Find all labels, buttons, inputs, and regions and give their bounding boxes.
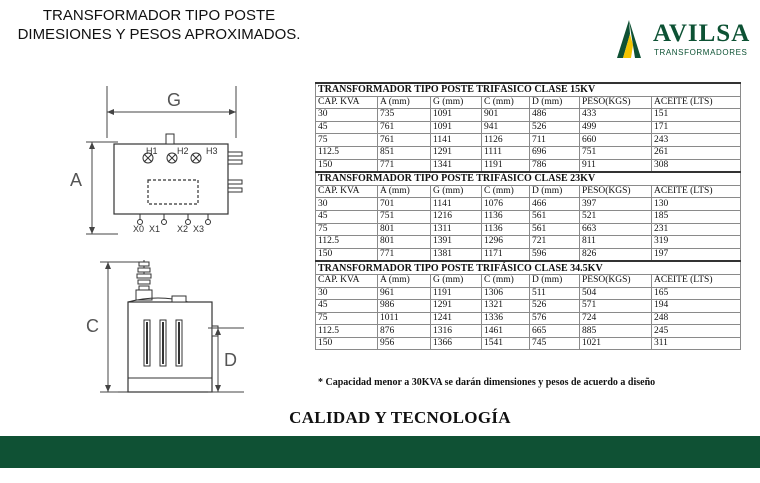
table-cell: 1141 xyxy=(431,134,482,147)
table-cell: 1126 xyxy=(482,134,530,147)
table-cell: 745 xyxy=(530,337,580,350)
table-cell: 30 xyxy=(316,109,378,122)
table-cell: C (mm) xyxy=(482,96,530,109)
table-cell: 761 xyxy=(378,121,431,134)
table-cell: 1021 xyxy=(580,337,652,350)
table-cell: 1306 xyxy=(482,287,530,300)
table-cell: G (mm) xyxy=(431,185,482,198)
table-cell: 956 xyxy=(378,337,431,350)
table-row xyxy=(316,210,741,223)
table-cell: 1011 xyxy=(378,312,431,325)
table-row xyxy=(316,134,741,147)
terminal-h3: H3 xyxy=(206,146,218,156)
table-cell: 75 xyxy=(316,134,378,147)
table-cell: 911 xyxy=(580,159,652,172)
table-cell: 261 xyxy=(652,146,741,159)
table-cell: 1291 xyxy=(431,146,482,159)
table-cell: 1241 xyxy=(431,312,482,325)
title-line-1: TRANSFORMADOR TIPO POSTE xyxy=(42,7,276,24)
table-cell: CAP. KVA xyxy=(316,274,378,287)
table-cell: ACEITE (LTS) xyxy=(652,185,741,198)
table-cell: 45 xyxy=(316,210,378,223)
table-cell: 724 xyxy=(580,312,652,325)
table-header-row xyxy=(316,96,741,109)
table-cell: 1341 xyxy=(431,159,482,172)
table-cell: 1076 xyxy=(482,198,530,211)
table-header-row xyxy=(316,185,741,198)
terminal-h2: H2 xyxy=(177,146,189,156)
table-cell: 308 xyxy=(652,159,741,172)
table-cell: 248 xyxy=(652,312,741,325)
table-cell: 561 xyxy=(530,210,580,223)
table-header-row xyxy=(316,274,741,287)
table-row xyxy=(316,248,741,261)
table-cell: 1321 xyxy=(482,300,530,313)
table-row xyxy=(316,223,741,236)
table-cell: 112.5 xyxy=(316,236,378,249)
table-cell: 171 xyxy=(652,121,741,134)
table-cell: 194 xyxy=(652,300,741,313)
terminal-x3: X3 xyxy=(193,224,205,234)
table-cell: CAP. KVA xyxy=(316,185,378,198)
table-cell: 75 xyxy=(316,312,378,325)
transformer-drawing xyxy=(58,82,308,400)
table-cell: 701 xyxy=(378,198,431,211)
title-line-2: DIMESIONES Y PESOS APROXIMADOS. xyxy=(17,26,301,43)
table-cell: 1316 xyxy=(431,325,482,338)
table-cell: 30 xyxy=(316,198,378,211)
table-cell: 751 xyxy=(378,210,431,223)
transformer-top-view xyxy=(114,134,242,234)
table-cell: D (mm) xyxy=(530,96,580,109)
table-cell: G (mm) xyxy=(431,274,482,287)
table-cell: 75 xyxy=(316,223,378,236)
dimension-g xyxy=(107,86,236,138)
table-cell: 771 xyxy=(378,159,431,172)
table-cell: 1136 xyxy=(482,210,530,223)
table-cell: 876 xyxy=(378,325,431,338)
table-cell: 521 xyxy=(580,210,652,223)
footer-bar xyxy=(0,436,760,468)
dimension-a xyxy=(70,142,118,234)
table-row xyxy=(316,121,741,134)
table-cell: 786 xyxy=(530,159,580,172)
table-cell: 596 xyxy=(530,248,580,261)
table-cell: 1191 xyxy=(431,287,482,300)
table-cell: 571 xyxy=(580,300,652,313)
table-cell: 665 xyxy=(530,325,580,338)
table-cell: 1141 xyxy=(431,198,482,211)
spec-table xyxy=(315,82,741,350)
table-cell: 1136 xyxy=(482,223,530,236)
table-cell: 1541 xyxy=(482,337,530,350)
page-title xyxy=(14,6,304,44)
table-cell: 961 xyxy=(378,287,431,300)
table-cell: PESO(KGS) xyxy=(580,185,652,198)
brand-name: AVILSA xyxy=(653,20,751,47)
table-cell: 150 xyxy=(316,248,378,261)
table-cell: 735 xyxy=(378,109,431,122)
table-cell: 1291 xyxy=(431,300,482,313)
spec-tables xyxy=(315,82,740,350)
table-cell: 504 xyxy=(580,287,652,300)
table-cell: C (mm) xyxy=(482,185,530,198)
table-cell: 151 xyxy=(652,109,741,122)
table-cell: 576 xyxy=(530,312,580,325)
table-cell: 150 xyxy=(316,337,378,350)
table-row xyxy=(316,337,741,350)
footnote: * Capacidad menor a 30KVA se darán dimensiones y pesos de acuerdo a diseño xyxy=(318,377,656,388)
table-cell: 561 xyxy=(530,223,580,236)
table-cell: 660 xyxy=(580,134,652,147)
table-cell: 185 xyxy=(652,210,741,223)
table-cell: 526 xyxy=(530,121,580,134)
table-cell: 885 xyxy=(580,325,652,338)
table-cell: 1091 xyxy=(431,109,482,122)
table-title-row xyxy=(316,261,741,274)
table-cell: 526 xyxy=(530,300,580,313)
dim-label-a: A xyxy=(70,170,83,190)
table-cell: 112.5 xyxy=(316,325,378,338)
dim-label-c: C xyxy=(86,316,99,336)
table-cell: 1111 xyxy=(482,146,530,159)
table-cell: 243 xyxy=(652,134,741,147)
table-cell: 721 xyxy=(530,236,580,249)
table-cell: 811 xyxy=(580,236,652,249)
table-cell: D (mm) xyxy=(530,274,580,287)
table-row xyxy=(316,312,741,325)
table-cell: 1091 xyxy=(431,121,482,134)
terminal-x1: X1 xyxy=(149,224,161,234)
table-cell: 311 xyxy=(652,337,741,350)
table-cell: 499 xyxy=(580,121,652,134)
table-cell: D (mm) xyxy=(530,185,580,198)
table-cell: 112.5 xyxy=(316,146,378,159)
table-cell: 1336 xyxy=(482,312,530,325)
table-cell: 1191 xyxy=(482,159,530,172)
table-cell: 986 xyxy=(378,300,431,313)
table-cell: 663 xyxy=(580,223,652,236)
table-cell: 941 xyxy=(482,121,530,134)
table-cell: PESO(KGS) xyxy=(580,96,652,109)
dim-label-d: D xyxy=(224,350,237,370)
table-row xyxy=(316,109,741,122)
terminal-x0: X0 xyxy=(133,224,145,234)
table-cell: A (mm) xyxy=(378,96,431,109)
table-cell: TRANSFORMADOR TIPO POSTE TRIFÁSICO CLASE 15KV xyxy=(316,83,741,96)
table-cell: 1381 xyxy=(431,248,482,261)
table-row xyxy=(316,300,741,313)
table-cell: 801 xyxy=(378,236,431,249)
table-cell: G (mm) xyxy=(431,96,482,109)
table-cell: TRANSFORMADOR TIPO POSTE TRIFÁSICO CLASE 23KV xyxy=(316,172,741,185)
table-cell: 397 xyxy=(580,198,652,211)
table-cell: CAP. KVA xyxy=(316,96,378,109)
table-cell: 851 xyxy=(378,146,431,159)
table-cell: 486 xyxy=(530,109,580,122)
table-cell: 901 xyxy=(482,109,530,122)
table-cell: 801 xyxy=(378,223,431,236)
table-cell: 696 xyxy=(530,146,580,159)
table-cell: A (mm) xyxy=(378,185,431,198)
table-row xyxy=(316,198,741,211)
table-cell: 165 xyxy=(652,287,741,300)
transformer-side-view xyxy=(118,260,220,392)
slogan: CALIDAD Y TECNOLOGÍA xyxy=(289,408,511,427)
table-cell: 1391 xyxy=(431,236,482,249)
table-title-row xyxy=(316,172,741,185)
table-cell: 711 xyxy=(530,134,580,147)
dim-label-g: G xyxy=(166,90,182,110)
table-cell: 319 xyxy=(652,236,741,249)
logo-mark-icon xyxy=(617,20,651,64)
table-cell: 1216 xyxy=(431,210,482,223)
table-cell: 751 xyxy=(580,146,652,159)
table-cell: 30 xyxy=(316,287,378,300)
table-cell: 433 xyxy=(580,109,652,122)
table-cell: C (mm) xyxy=(482,274,530,287)
table-cell: 826 xyxy=(580,248,652,261)
terminal-x2: X2 xyxy=(177,224,189,234)
table-cell: 45 xyxy=(316,121,378,134)
terminal-h1: H1 xyxy=(146,146,158,156)
table-title-row xyxy=(316,83,741,96)
table-row xyxy=(316,325,741,338)
table-cell: 1461 xyxy=(482,325,530,338)
table-cell: ACEITE (LTS) xyxy=(652,96,741,109)
table-cell: 761 xyxy=(378,134,431,147)
table-row xyxy=(316,287,741,300)
table-cell: 45 xyxy=(316,300,378,313)
brand-subtitle: TRANSFORMADORES xyxy=(654,48,748,57)
table-cell: 1311 xyxy=(431,223,482,236)
table-cell: TRANSFORMADOR TIPO POSTE TRIFÁSICO CLASE 34.5KV xyxy=(316,261,741,274)
table-row xyxy=(316,236,741,249)
table-cell: ACEITE (LTS) xyxy=(652,274,741,287)
table-cell: 150 xyxy=(316,159,378,172)
table-cell: 771 xyxy=(378,248,431,261)
table-cell: 1296 xyxy=(482,236,530,249)
table-cell: A (mm) xyxy=(378,274,431,287)
table-row xyxy=(316,159,741,172)
table-cell: 466 xyxy=(530,198,580,211)
table-row xyxy=(316,146,741,159)
table-cell: PESO(KGS) xyxy=(580,274,652,287)
dimension-d xyxy=(208,328,244,392)
table-cell: 1171 xyxy=(482,248,530,261)
table-cell: 245 xyxy=(652,325,741,338)
table-cell: 197 xyxy=(652,248,741,261)
table-cell: 231 xyxy=(652,223,741,236)
table-cell: 1366 xyxy=(431,337,482,350)
table-cell: 130 xyxy=(652,198,741,211)
table-cell: 511 xyxy=(530,287,580,300)
brand-logo xyxy=(617,20,752,64)
